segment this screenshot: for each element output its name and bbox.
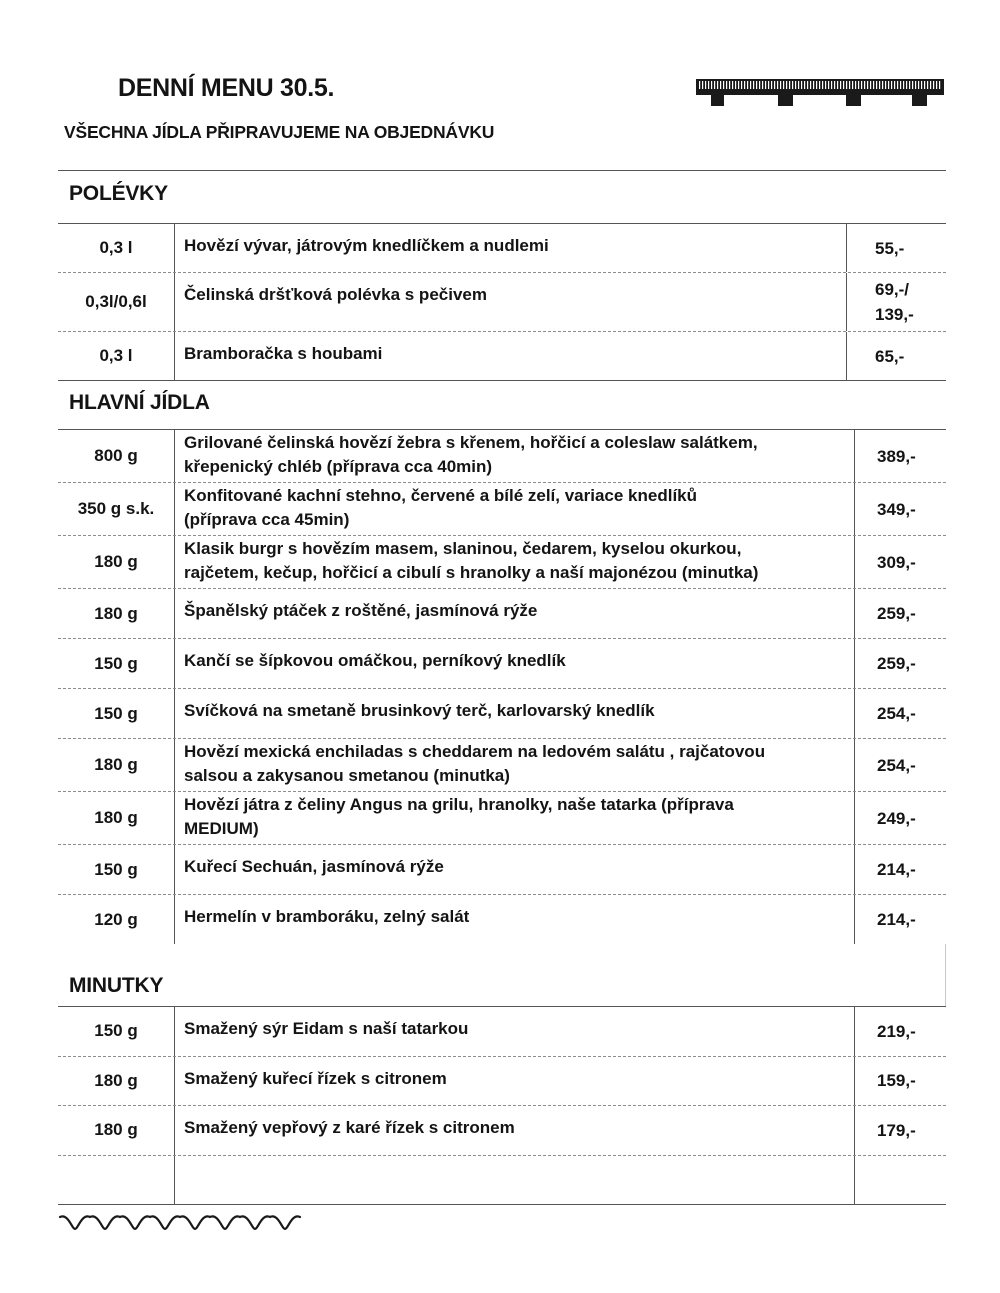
menu-row	[58, 224, 946, 273]
item-price: 65,-	[846, 332, 946, 380]
menu-row	[58, 536, 946, 589]
section-title-mains: HLAVNÍ JÍDLA	[69, 391, 210, 414]
item-quantity: 120 g	[58, 895, 175, 944]
item-quantity: 350 g s.k.	[58, 483, 175, 535]
item-quantity: 180 g	[58, 589, 175, 638]
menu-row	[58, 483, 946, 536]
item-quantity: 150 g	[58, 1007, 175, 1056]
menu-row	[58, 589, 946, 639]
item-price: 159,-	[854, 1057, 946, 1106]
item-quantity: 0,3 l	[58, 224, 175, 272]
item-price: 55,-	[846, 224, 946, 272]
menu-row	[58, 845, 946, 895]
item-price: 214,-	[854, 845, 946, 894]
item-price: 214,-	[854, 895, 946, 944]
menu-title: DENNÍ MENU 30.5.	[118, 74, 335, 102]
item-name: Svíčková na smetaně brusinkový terč, karlovarský knedlík	[184, 701, 655, 720]
item-price: 219,-	[854, 1007, 946, 1056]
item-name: Smažený kuřecí řízek s citronem	[184, 1068, 447, 1088]
menu-row	[58, 1057, 946, 1107]
item-quantity: 800 g	[58, 430, 175, 482]
item-name: Smažený vepřový z karé řízek s citronem	[184, 1118, 515, 1137]
item-quantity: 180 g	[58, 1106, 175, 1155]
item-name: Španělský ptáček z roštěné, jasmínová rýže	[184, 601, 538, 620]
item-name: Kuřecí Sechuán, jasmínová rýže	[184, 857, 444, 876]
minutes-list	[58, 1007, 946, 1205]
item-name: Bramboračka s houbami	[184, 344, 383, 363]
item-quantity: 150 g	[58, 689, 175, 738]
item-quantity: 180 g	[58, 739, 175, 791]
minutes-header-box	[58, 944, 946, 1006]
item-quantity: 180 g	[58, 536, 175, 588]
item-price: 309,-	[854, 536, 946, 588]
bridge-logo-icon	[696, 79, 946, 109]
item-price: 249,-	[854, 792, 946, 844]
item-quantity: 150 g	[58, 845, 175, 894]
item-quantity: 180 g	[58, 1057, 175, 1106]
item-quantity: 0,3l/0,6l	[58, 273, 175, 331]
menu-row	[58, 273, 946, 332]
item-price: 349,-	[854, 483, 946, 535]
wave-line-icon	[58, 1209, 303, 1231]
item-name: Hovězí mexická enchiladas s cheddarem na ledovém salátu , rajčatovou salsou a zakysanou smetanou (minutka)	[184, 742, 766, 785]
item-name: Konfitované kachní stehno, červené a bílé zelí, variace knedlíků (příprava cca 45min)	[184, 486, 698, 529]
item-name: Hermelín v bramboráku, zelný salát	[184, 907, 470, 926]
item-price: 69,-/ 139,-	[846, 273, 946, 331]
menu-row	[58, 332, 946, 381]
item-price: 389,-	[854, 430, 946, 482]
soups-list	[58, 224, 946, 381]
menu-row	[58, 1007, 946, 1057]
menu-table	[58, 170, 946, 1205]
menu-subtitle: VŠECHNA JÍDLA PŘIPRAVUJEME NA OBJEDNÁVKU	[64, 122, 495, 142]
item-name: Grilované čelinská hovězí žebra s křenem, hořčicí a coleslaw salátkem, křepenický chléb (příprava cca 40min)	[184, 433, 758, 476]
section-title-minutes: MINUTKY	[69, 974, 164, 997]
item-price: 254,-	[854, 689, 946, 738]
menu-row	[58, 430, 946, 483]
item-quantity: 0,3 l	[58, 332, 175, 380]
mains-list	[58, 430, 946, 944]
item-quantity: 180 g	[58, 792, 175, 844]
item-price: 254,-	[854, 739, 946, 791]
item-name: Klasik burgr s hovězím masem, slaninou, čedarem, kyselou okurkou, rajčetem, kečup, hořčicí a cibulí s hranolky a naší majonézou (minutka)	[184, 539, 759, 582]
item-price	[854, 1156, 946, 1204]
item-name: Hovězí játra z čeliny Angus na grilu, hranolky, naše tatarka (příprava MEDIUM)	[184, 795, 734, 838]
menu-row	[58, 792, 946, 845]
item-name: Smažený sýr Eidam s naší tatarkou	[184, 1019, 469, 1038]
item-price: 259,-	[854, 589, 946, 638]
item-quantity	[58, 1156, 175, 1204]
item-quantity: 150 g	[58, 639, 175, 688]
item-name: Čelinská dršťková polévka s pečivem	[184, 285, 487, 304]
menu-row	[58, 1106, 946, 1156]
menu-row	[58, 895, 946, 944]
item-name: Hovězí vývar, játrovým knedlíčkem a nudlemi	[184, 236, 549, 255]
menu-row	[58, 739, 946, 792]
item-price: 259,-	[854, 639, 946, 688]
item-name: Kančí se šípkovou omáčkou, perníkový knedlík	[184, 651, 566, 670]
menu-row	[58, 689, 946, 739]
section-title-soups: POLÉVKY	[69, 182, 168, 205]
menu-row	[58, 639, 946, 689]
item-name	[175, 1156, 854, 1204]
item-price: 179,-	[854, 1106, 946, 1155]
menu-row	[58, 1156, 946, 1205]
